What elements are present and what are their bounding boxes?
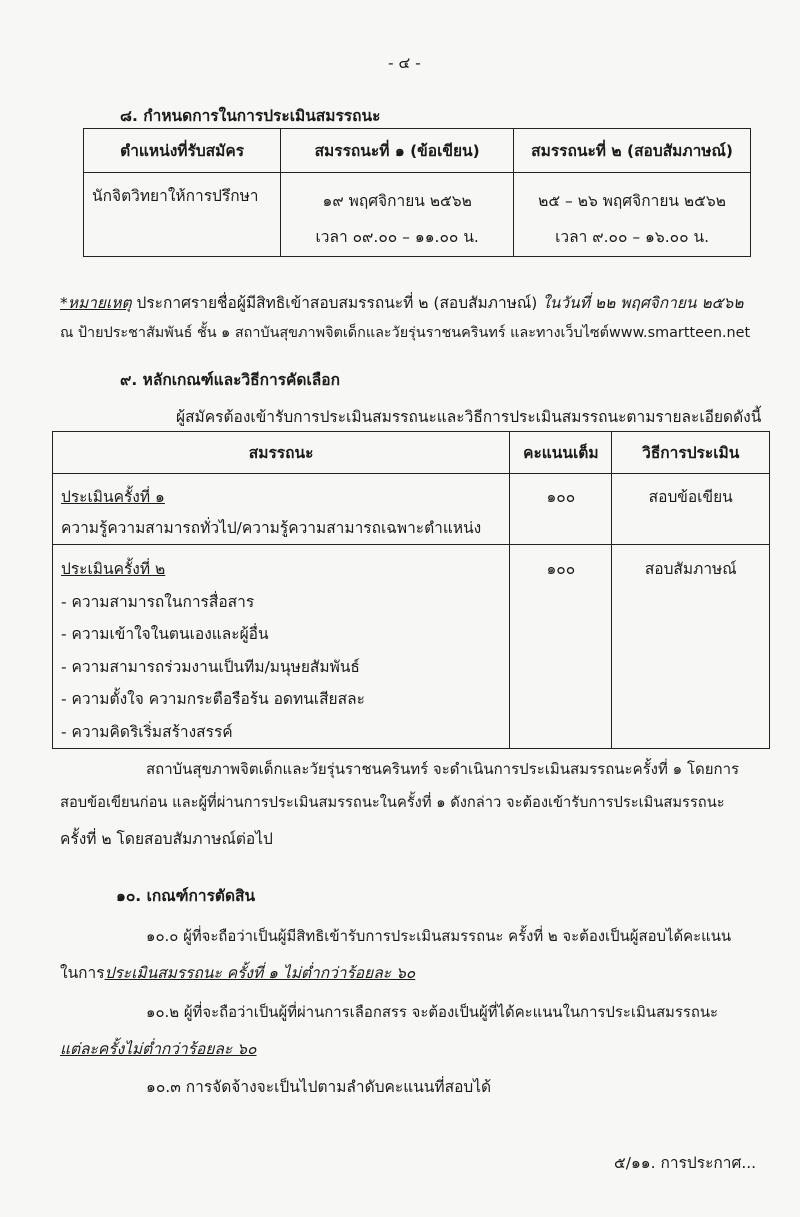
round-2-method: สอบสัมภาษณ์ [644, 560, 737, 578]
criteria-row-1 [53, 474, 770, 545]
round-2-item-1: - ความสามารถในการสื่อสาร [61, 592, 255, 611]
schedule-row [84, 173, 751, 257]
criterion-3: ๑๐.๓ การจัดจ้างจะเป็นไปตามลำดับคะแนนที่สอบได้ [146, 1078, 492, 1096]
section-10-heading: ๑๐. เกณฑ์การตัดสิน [116, 887, 256, 905]
paragraph-line-2: สอบข้อเขียนก่อน และผู้ที่ผ่านการประเมินสมรรถนะในครั้งที่ ๑ ดังกล่าว จะต้องเข้ารับการประเมินสมรรถนะ [60, 794, 725, 811]
schedule-table [83, 128, 751, 257]
section-8-heading: ๘. กำหนดการในการประเมินสมรรถนะ [120, 107, 381, 125]
continuation-footer: ๕/๑๑. การประกาศ... [614, 1154, 757, 1172]
competency-1-date: ๑๙ พฤศจิกายน ๒๕๖๒ [322, 192, 472, 210]
note-line-2: ณ ป้ายประชาสัมพันธ์ ชั้น ๑ สถาบันสุขภาพจิตเด็กและวัยรุ่นราชนครินทร์ และทางเว็บไซต์www.smartteen.net [60, 325, 751, 341]
paragraph-line-3: ครั้งที่ ๒ โดยสอบสัมภาษณ์ต่อไป [60, 830, 273, 848]
criterion-2-line-1: ๑๐.๒ ผู้ที่จะถือว่าเป็นผู้ที่ผ่านการเลือกสรร จะต้องเป็นผู้ที่ได้คะแนนในการประเมินสมรรถนะ [146, 1003, 719, 1021]
section-9-heading: ๙. หลักเกณฑ์และวิธีการคัดเลือก [120, 371, 340, 389]
position-name: นักจิตวิทยาให้การปรึกษา [92, 187, 259, 205]
round-2-item-5: - ความคิดริเริ่มสร้างสรรค์ [61, 722, 233, 741]
round-1-title: ประเมินครั้งที่ ๑ [61, 488, 165, 506]
round-1-score: ๑๐๐ [546, 488, 576, 506]
criterion-1-line-1: ๑๐.๐ ผู้ที่จะถือว่าเป็นผู้มีสิทธิเข้ารับการประเมินสมรรถนะ ครั้งที่ ๒ จะต้องเป็นผู้สอบได้คะแนน [146, 927, 732, 945]
round-1-item: ความรู้ความสามารถทั่วไป/ความรู้ความสามารถเฉพาะตำแหน่ง [61, 519, 482, 537]
criterion-1-line-2 [60, 960, 415, 985]
criterion-1-emphasis: ประเมินสมรรถนะ ครั้งที่ ๑ ไม่ต่ำกว่าร้อยละ ๖๐ [104, 964, 416, 982]
round-1-method: สอบข้อเขียน [648, 488, 733, 506]
round-2-item-2: - ความเข้าใจในตนเองและผู้อื่น [61, 625, 269, 643]
page-number: - ๔ - [388, 54, 421, 72]
round-2-score: ๑๐๐ [546, 560, 576, 578]
section-9-intro: ผู้สมัครต้องเข้ารับการประเมินสมรรถนะและวิธีการประเมินสมรรถนะตามรายละเอียดดังนี้ [176, 408, 762, 426]
competency-1-time: เวลา ๐๙.๐๐ – ๑๑.๐๐ น. [315, 228, 479, 246]
competency-2-time: เวลา ๙.๐๐ – ๑๖.๐๐ น. [555, 228, 710, 246]
header-competency-1: สมรรถนะที่ ๑ (ข้อเขียน) [281, 129, 514, 173]
paragraph-line-1: สถาบันสุขภาพจิตเด็กและวัยรุ่นราชนครินทร์ จะดำเนินการประเมินสมรรถนะครั้งที่ ๑ โดยการ [146, 760, 740, 778]
competency-2-date: ๒๕ – ๒๖ พฤศจิกายน ๒๕๖๒ [538, 192, 726, 210]
header-full-score: คะแนนเต็ม [510, 432, 612, 474]
note-text: ประกาศรายชื่อผู้มีสิทธิเข้าสอบสมรรถนะที่ ๒ (สอบสัมภาษณ์) [136, 294, 538, 312]
criteria-table [52, 431, 770, 749]
header-method: วิธีการประเมิน [612, 432, 770, 474]
note-label: *หมายเหตุ [60, 294, 132, 312]
criteria-row-2 [53, 545, 770, 749]
header-competency-2: สมรรถนะที่ ๒ (สอบสัมภาษณ์) [514, 129, 751, 173]
note-line-1 [60, 290, 743, 315]
note-date: ในวันที่ ๒๒ พฤศจิกายน ๒๕๖๒ [542, 294, 744, 312]
criterion-1-prefix: ในการ [60, 964, 105, 982]
header-position: ตำแหน่งที่รับสมัคร [84, 129, 281, 173]
round-2-title: ประเมินครั้งที่ ๒ [61, 560, 166, 578]
header-competency: สมรรถนะ [53, 432, 510, 474]
round-2-item-4: - ความตั้งใจ ความกระตือรือร้น อดทนเสียสละ [61, 690, 365, 708]
criterion-2-line-2: แต่ละครั้งไม่ต่ำกว่าร้อยละ ๖๐ [60, 1040, 257, 1058]
round-2-item-3: - ความสามารถร่วมงานเป็นทีม/มนุษยสัมพันธ์ [61, 657, 360, 676]
